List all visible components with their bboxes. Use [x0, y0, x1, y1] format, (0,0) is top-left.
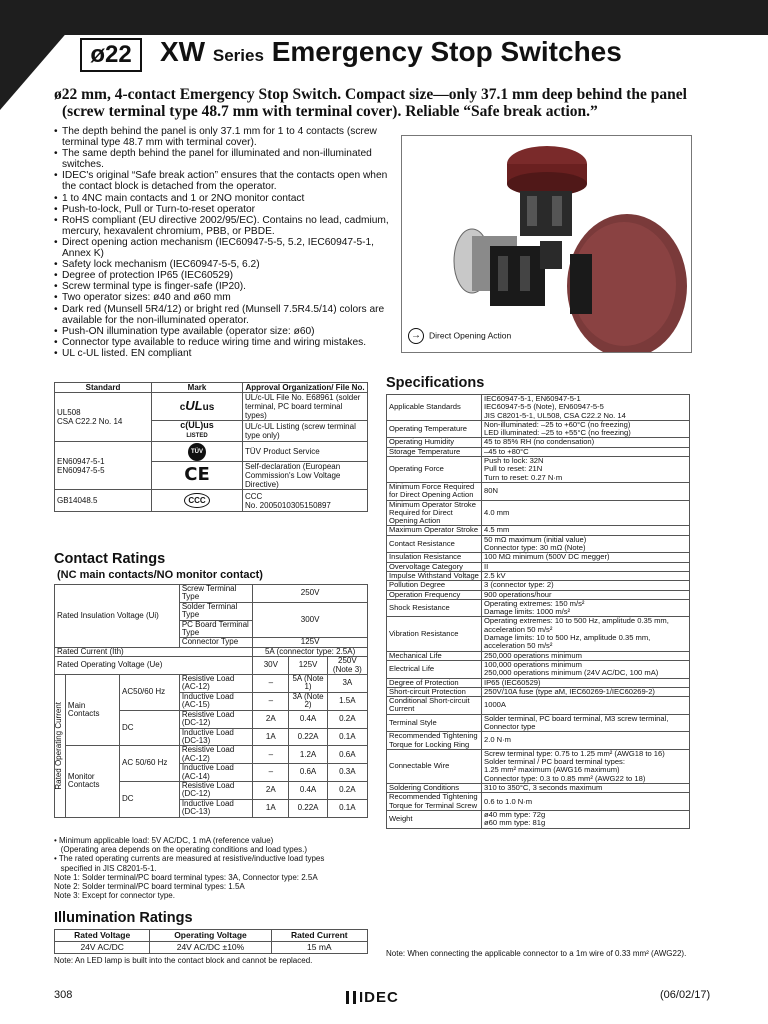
contact-ratings-subheading: (NC main contacts/NO monitor contact) [57, 569, 263, 581]
riv-type: Connector Type [179, 638, 252, 647]
subtitle [54, 86, 754, 120]
spec-key: Maximum Operator Stroke [387, 526, 482, 535]
feature-item: • UL c-UL listed. EN compliant [62, 348, 402, 359]
spec-row [387, 590, 690, 599]
standard-name: GB14048.5 [55, 490, 152, 512]
illumination-note: Note: An LED lamp is built into the contact block and cannot be replaced. [54, 956, 313, 965]
spec-key: Electrical Life [387, 660, 482, 678]
brand-logo [346, 989, 399, 1006]
contact-notes [54, 836, 370, 900]
spec-value: Operating extremes: 150 m/s² Damage limits: 1000 m/s² [482, 599, 690, 617]
spec-value: 3 (connector type: 2) [482, 581, 690, 590]
spec-row [387, 420, 690, 438]
subtitle-line-1: ø22 mm, 4-contact Emergency Stop Switch. Compact size—only 37.1 mm deep behind the panel [54, 86, 687, 103]
note-line: Note 2: Solder terminal/PC board terminal types: 1.5A [54, 882, 245, 892]
feature-item: • Dark red (Munsell 5R4/12) or bright red (Munsell 7.5R4.5/14) colors are available for the non-illuminated operator. [62, 304, 402, 326]
feature-item: • Connector type available to reduce wiring time and wiring mistakes. [62, 337, 402, 348]
product-illustration [402, 136, 691, 352]
revision-date: (06/02/17) [660, 989, 711, 1001]
product-photo [401, 135, 692, 353]
spec-row [387, 678, 690, 687]
mark-cell [152, 462, 243, 490]
cell-125v: 0.22A [289, 728, 327, 746]
cell-125v: 0.4A [289, 781, 327, 799]
spec-row [387, 457, 690, 483]
monitor-contacts-label: Monitor Contacts [65, 746, 119, 817]
mark-cell [152, 421, 243, 442]
spec-row [387, 553, 690, 562]
standards-row [55, 393, 368, 421]
rov-30v: 30V [253, 657, 289, 675]
mark-cell [152, 490, 243, 512]
subtitle-line-2: (screw terminal type 48.7 mm with terminal cover). Reliable “Safe break action.” [62, 103, 598, 120]
cell-125v: 3A (Note 2) [289, 692, 327, 710]
spec-key: Short-circuit Protection [387, 687, 482, 696]
cell-250v: 0.1A [327, 728, 367, 746]
spec-key: Conditional Short-circuit Current [387, 697, 482, 715]
standards-table [54, 382, 368, 512]
cell-250v: 0.1A [327, 799, 367, 817]
spec-value: 1000A [482, 697, 690, 715]
spec-row [387, 660, 690, 678]
feature-item: • RoHS compliant (EU directive 2002/95/EC). Contains no lead, cadmium, mercury, hexavalent chromium, PBB, or PBDE. [62, 215, 402, 237]
col-mark: Mark [152, 383, 243, 393]
spec-value: 900 operations/hour [482, 590, 690, 599]
spec-value: 2.0 N·m [482, 732, 690, 750]
culus-mark-icon: cULus [179, 398, 215, 413]
cell-30v: 1A [253, 799, 289, 817]
approval-info: CCC No. 2005010305150897 [243, 490, 368, 512]
load-type: Inductive Load (DC-13) [179, 728, 252, 746]
feature-item: • Safety lock mechanism (IEC60947-5-5, 6.2) [62, 259, 402, 270]
spec-key: Operating Temperature [387, 420, 482, 438]
spec-value: Screw terminal type: 0.75 to 1.25 mm² (AWG18 to 16) Solder terminal / PC board terminal types: 1.25 mm² maximum (AWG16 maximum) Connector type: 0.3 to 0.85 mm² (AWG22 to 18) [482, 749, 690, 783]
spec-key: Storage Temperature [387, 447, 482, 456]
page-number: 308 [54, 989, 73, 1001]
main-contacts-label: Main Contacts [65, 675, 119, 746]
rated-current-value: 5A (connector type: 2.5A) [253, 647, 368, 656]
col-standard: Standard [55, 383, 152, 393]
rated-current: 15 mA [271, 942, 367, 954]
spec-row [387, 599, 690, 617]
spec-key: Minimum Operator Stroke Required for Direct Opening Action [387, 500, 482, 526]
spec-value: 4.0 mm [482, 500, 690, 526]
direct-opening-icon: → [408, 328, 424, 344]
roc-label-cell [55, 675, 66, 818]
cell-30v: 2A [253, 710, 289, 728]
spec-value: 100,000 operations minimum 250,000 operations minimum (24V AC/DC, 100 mA) [482, 660, 690, 678]
feature-item: • Push-ON illumination type available (operator size: ø60) [62, 326, 402, 337]
cell-30v: – [253, 746, 289, 764]
riv-value: 125V [253, 638, 368, 647]
col-rated-current: Rated Current [271, 930, 367, 942]
spec-value: Push to lock: 32N Pull to reset: 21N Turn to reset: 0.27 N·m [482, 457, 690, 483]
cell-125v: 0.4A [289, 710, 327, 728]
feature-list [54, 126, 402, 359]
spec-key: Operation Frequency [387, 590, 482, 599]
cell-250v: 0.2A [327, 781, 367, 799]
contact-ratings-heading: Contact Ratings [54, 551, 166, 567]
cell-125v: 5A (Note 1) [289, 675, 327, 693]
note-line: (Operating area depends on the operating conditions and load types.) [54, 845, 308, 855]
spec-value: IEC60947-5-1, EN60947-5-1 IEC60947-5-5 (Note), EN60947-5-5 JIS C8201-5-1, UL508, CSA C22.2 No. 14 [482, 395, 690, 421]
rated-current-label: Rated Current (Ith) [55, 647, 253, 656]
cell-30v: 2A [253, 781, 289, 799]
spec-value: 2.5 kV [482, 571, 690, 580]
contact-ratings-table [54, 584, 368, 818]
riv-type: Solder Terminal Type [179, 602, 252, 620]
rov-125v: 125V [289, 657, 327, 675]
spec-key: Operating Force [387, 457, 482, 483]
spec-value: 4.5 mm [482, 526, 690, 535]
spec-value: 45 to 85% RH (no condensation) [482, 438, 690, 447]
feature-item: • The depth behind the panel is only 37.1 mm for 1 to 4 contacts (screw terminal type 48.7 mm with terminal cover). [62, 126, 402, 148]
series-word: Series [212, 46, 264, 65]
standards-row [55, 490, 368, 512]
feature-item: • Push-to-lock, Pull or Turn-to-reset operator [62, 204, 402, 215]
approval-info: UL/c-UL File No. E68961 (solder terminal, PC board terminal types) [243, 393, 368, 421]
series-prefix: XW [160, 36, 206, 67]
spec-value: IP65 (IEC60529) [482, 678, 690, 687]
spec-row [387, 810, 690, 828]
spec-row [387, 793, 690, 811]
spec-key: Terminal Style [387, 714, 482, 732]
caption-text: Direct Opening Action [429, 330, 512, 341]
header-bar [0, 0, 768, 35]
riv-type: PC Board Terminal Type [179, 620, 252, 638]
spec-row [387, 395, 690, 421]
monitor-dc-label: DC [120, 781, 180, 817]
spec-row [387, 651, 690, 660]
approval-info: TÜV Product Service [243, 442, 368, 462]
load-type: Resistive Load (DC-12) [179, 781, 252, 799]
spec-key: Contact Resistance [387, 535, 482, 553]
spec-key: Degree of Protection [387, 678, 482, 687]
ccc-mark-icon: CCC [184, 496, 209, 505]
note-line: specified in JIS C8201-5-1. [54, 863, 157, 873]
illumination-heading: Illumination Ratings [54, 910, 193, 926]
spec-key: Operating Humidity [387, 438, 482, 447]
cell-30v: – [253, 764, 289, 782]
feature-item: • Degree of protection IP65 (IEC60529) [62, 270, 402, 281]
spec-value: 310 to 350°C, 3 seconds maximum [482, 784, 690, 793]
spec-key: Insulation Resistance [387, 553, 482, 562]
spec-value: 50 mΩ maximum (initial value) Connector type: 30 mΩ (Note) [482, 535, 690, 553]
spec-key: Recommended Tightening Torque for Terminal Screw [387, 793, 482, 811]
title-text: Emergency Stop Switches [271, 36, 622, 67]
spec-value: 80N [482, 482, 690, 500]
cell-30v: – [253, 692, 289, 710]
cell-30v: – [253, 675, 289, 693]
riv-value: 250V [253, 585, 368, 603]
main-dc-label: DC [120, 710, 180, 746]
mark-cell [152, 442, 243, 462]
spec-value: Operating extremes: 10 to 500 Hz, amplitude 0.35 mm, acceleration 50 m/s² Damage limits: 10 to 500 Hz, amplitude 0.35 mm, acceleration 50 m/s² [482, 617, 690, 651]
load-type: Inductive Load (DC-13) [179, 799, 252, 817]
spec-row [387, 697, 690, 715]
spec-value: 0.6 to 1.0 N·m [482, 793, 690, 811]
mark-cell [152, 393, 243, 421]
specifications-note: Note: When connecting the applicable connector to a 1m wire of 0.33 mm² (AWG22). [386, 949, 687, 958]
spec-key: Pollution Degree [387, 581, 482, 590]
spec-row [387, 617, 690, 651]
col-operating-voltage: Operating Voltage [150, 930, 271, 942]
cell-250v: 0.6A [327, 746, 367, 764]
note-line: Note 1: Solder terminal/PC board terminal types: 3A, Connector type: 2.5A [54, 872, 318, 882]
spec-key: Soldering Conditions [387, 784, 482, 793]
specifications-table [386, 394, 690, 829]
cell-250v: 0.3A [327, 764, 367, 782]
spec-value: 250,000 operations minimum [482, 651, 690, 660]
spec-row [387, 500, 690, 526]
spec-key: Mechanical Life [387, 651, 482, 660]
spec-row [387, 526, 690, 535]
feature-item: • 1 to 4NC main contacts and 1 or 2NO monitor contact [62, 193, 402, 204]
specifications-heading: Specifications [386, 375, 485, 391]
spec-key: Recommended Tightening Torque for Locking Ring [387, 732, 482, 750]
rov-label: Rated Operating Voltage (Ue) [55, 657, 253, 675]
cell-125v: 1.2A [289, 746, 327, 764]
feature-item: • Two operator sizes: ø40 and ø60 mm [62, 292, 402, 303]
spec-row [387, 732, 690, 750]
spec-value: Solder terminal, PC board terminal, M3 screw terminal, Connector type [482, 714, 690, 732]
spec-row [387, 438, 690, 447]
feature-item: • Screw terminal type is finger-safe (IP20). [62, 281, 402, 292]
cell-125v: 0.6A [289, 764, 327, 782]
riv-value: 300V [253, 602, 368, 638]
feature-item: • The same depth behind the panel for illuminated and non-illuminated switches. [62, 148, 402, 170]
size-badge: ø22 [80, 38, 142, 72]
feature-item: • Direct opening action mechanism (IEC60947-5-5, 5.2, IEC60947-5-1, Annex K) [62, 237, 402, 259]
approval-info: Self-declaration (European Commission's Low Voltage Directive) [243, 462, 368, 490]
operating-voltage: 24V AC/DC ±10% [150, 942, 271, 954]
spec-key: Minimum Force Required for Direct Opening Action [387, 482, 482, 500]
load-type: Resistive Load (DC-12) [179, 710, 252, 728]
feature-item: • IDEC's original “Safe break action” ensures that the contacts open when the contact block is detached from the operator. [62, 170, 402, 192]
note-line: • The rated operating currents are measured at resistive/inductive load types [54, 854, 325, 864]
spec-row [387, 535, 690, 553]
note-line: • Minimum applicable load: 5V AC/DC, 1 mA (reference value) [54, 836, 274, 845]
spec-key: Vibration Resistance [387, 617, 482, 651]
standard-name: UL508 CSA C22.2 No. 14 [55, 393, 152, 442]
spec-key: Connectable Wire [387, 749, 482, 783]
load-type: Inductive Load (AC-15) [179, 692, 252, 710]
spec-row [387, 749, 690, 783]
rov-250v: 250V (Note 3) [327, 657, 367, 675]
standard-name: EN60947-5-1 EN60947-5-5 [55, 442, 152, 490]
brand-text: IDEC [359, 989, 399, 1006]
spec-key: Applicable Standards [387, 395, 482, 421]
note-line: Note 3: Except for connector type. [54, 891, 175, 901]
cell-125v: 0.22A [289, 799, 327, 817]
spec-row [387, 482, 690, 500]
riv-label: Rated Insulation Voltage (Ui) [55, 585, 180, 648]
roc-label: Rated Operating Current [54, 702, 63, 790]
spec-key: Shock Resistance [387, 599, 482, 617]
spec-row [387, 581, 690, 590]
cell-250v: 0.2A [327, 710, 367, 728]
cell-30v: 1A [253, 728, 289, 746]
main-ac-label: AC50/60 Hz [120, 675, 180, 711]
col-rated-voltage: Rated Voltage [55, 930, 150, 942]
spec-value: Non-illuminated: –25 to +60°C (no freezing) LED illuminated: –25 to +55°C (no freezing) [482, 420, 690, 438]
col-approval: Approval Organization/ File No. [243, 383, 368, 393]
spec-row [387, 714, 690, 732]
idec-logo-icon [346, 991, 356, 1004]
cell-250v: 3A [327, 675, 367, 693]
spec-value: ø40 mm type: 72g ø60 mm type: 81g [482, 810, 690, 828]
standards-row [55, 442, 368, 462]
load-type: Resistive Load (AC-12) [179, 746, 252, 764]
page-title [160, 36, 622, 68]
approval-info: UL/c-UL Listing (screw terminal type only) [243, 421, 368, 442]
spec-key: Overvoltage Category [387, 562, 482, 571]
direct-opening-caption [408, 328, 511, 344]
spec-value: –45 to +80°C [482, 447, 690, 456]
spec-value: 250V/10A fuse (type aM, IEC60269-1/IEC60269-2) [482, 687, 690, 696]
load-type: Inductive Load (AC-14) [179, 764, 252, 782]
spec-key: Impulse Withstand Voltage [387, 571, 482, 580]
spec-value: II [482, 562, 690, 571]
riv-type: Screw Terminal Type [179, 585, 252, 603]
spec-key: Weight [387, 810, 482, 828]
culus-listed-mark-icon: c(UL)us LISTED [180, 420, 214, 439]
t-v-mark-icon: TÜV [188, 446, 206, 455]
illumination-table [54, 929, 368, 954]
monitor-ac-label: AC 50/60 Hz [120, 746, 180, 782]
spec-value: 100 MΩ minimum (500V DC megger) [482, 553, 690, 562]
rated-voltage: 24V AC/DC [55, 942, 150, 954]
cell-250v: 1.5A [327, 692, 367, 710]
ce-mark-icon: CE [184, 463, 210, 485]
load-type: Resistive Load (AC-12) [179, 675, 252, 693]
